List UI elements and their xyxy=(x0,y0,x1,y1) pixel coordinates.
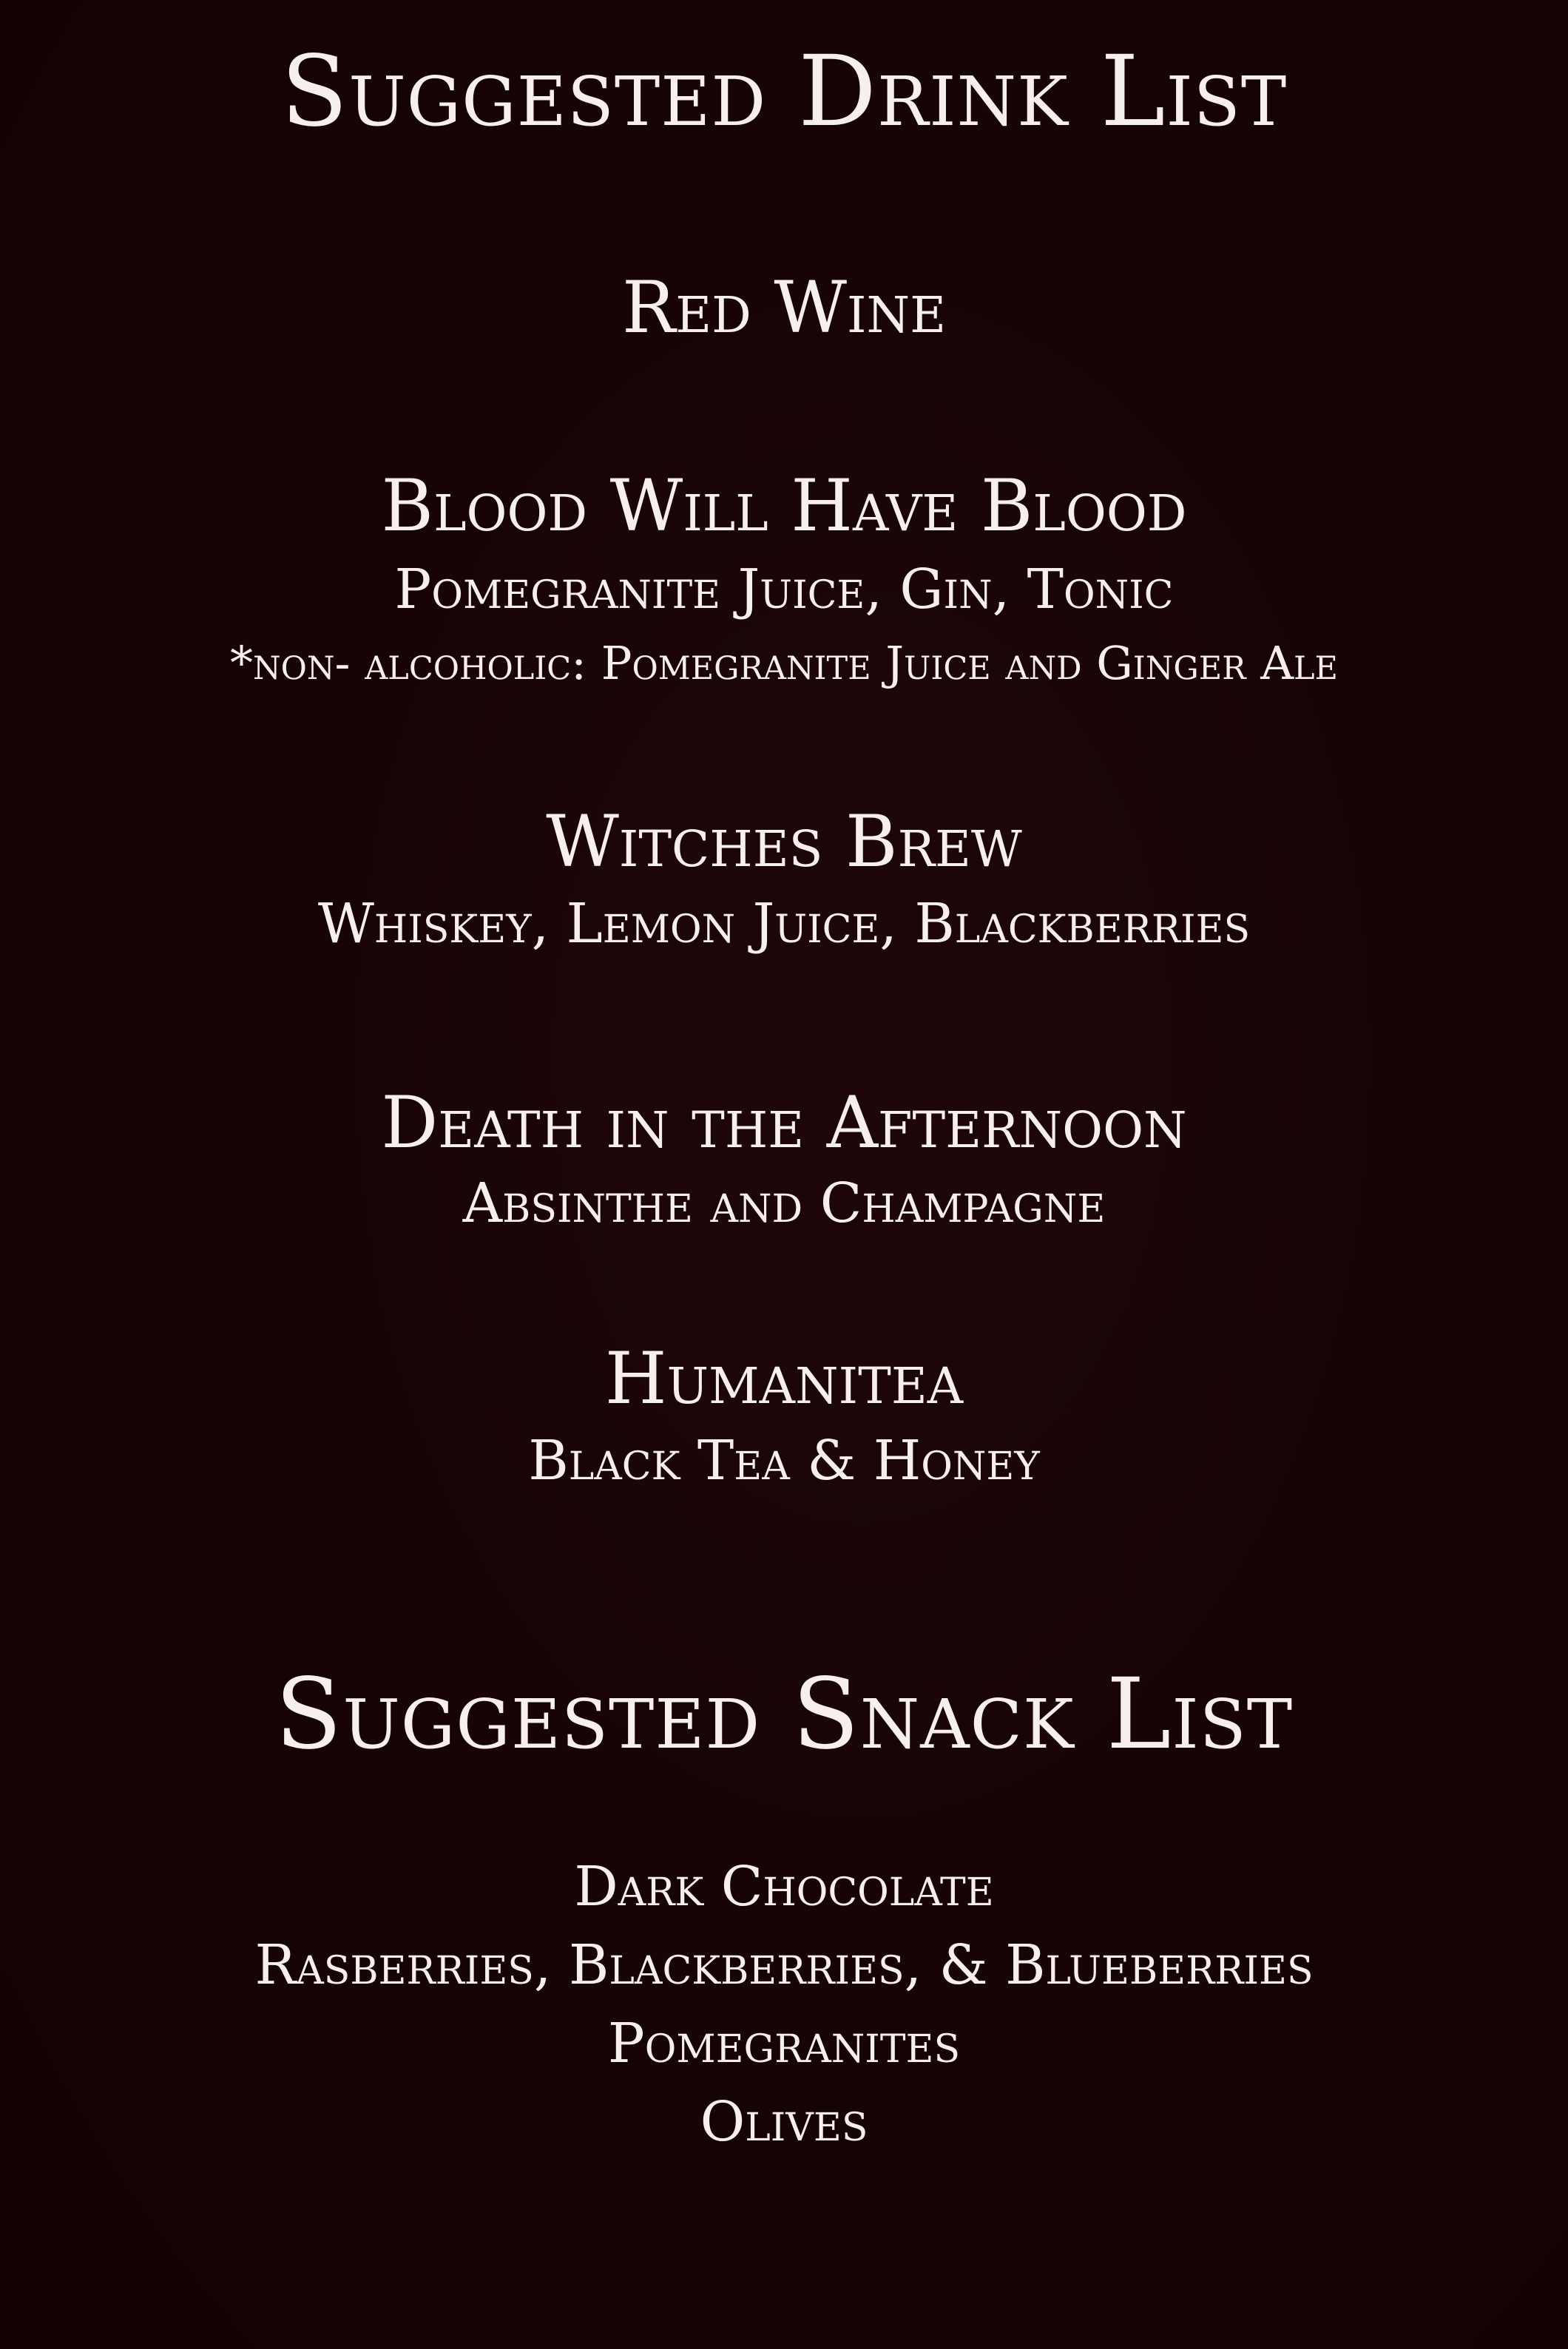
drink-name-red-wine: Red Wine xyxy=(621,266,947,349)
drink-ingredients-blood-will-have-blood: Pomegranite Juice, Gin, Tonic xyxy=(394,558,1174,621)
drink-ingredients-humanitea: Black Tea & Honey xyxy=(528,1429,1040,1493)
drink-name-death-in-the-afternoon: Death in the Afternoon xyxy=(381,1081,1187,1164)
drink-ingredients-death-in-the-afternoon: Absinthe and Champagne xyxy=(462,1172,1106,1235)
snack-list-title: Suggested Snack List xyxy=(274,1657,1294,1771)
drink-name-humanitea: Humanitea xyxy=(604,1337,964,1420)
drink-name-blood-will-have-blood: Blood Will Have Blood xyxy=(381,464,1187,547)
drink-list-title: Suggested Drink List xyxy=(280,35,1288,149)
drink-name-witches-brew: Witches Brew xyxy=(546,800,1022,883)
snack-item-berries: Rasberries, Blackberries, & Blueberries xyxy=(254,1933,1314,1997)
snack-item-pomegranites: Pomegranites xyxy=(607,2012,961,2075)
drink-note-non-alcoholic: *non- alcoholic: Pomegranite Juice and Ginger Ale xyxy=(230,636,1338,690)
snack-item-olives: Olives xyxy=(700,2090,868,2154)
snack-item-dark-chocolate: Dark Chocolate xyxy=(574,1855,994,1919)
drink-ingredients-witches-brew: Whiskey, Lemon Juice, Blackberries xyxy=(317,892,1251,956)
